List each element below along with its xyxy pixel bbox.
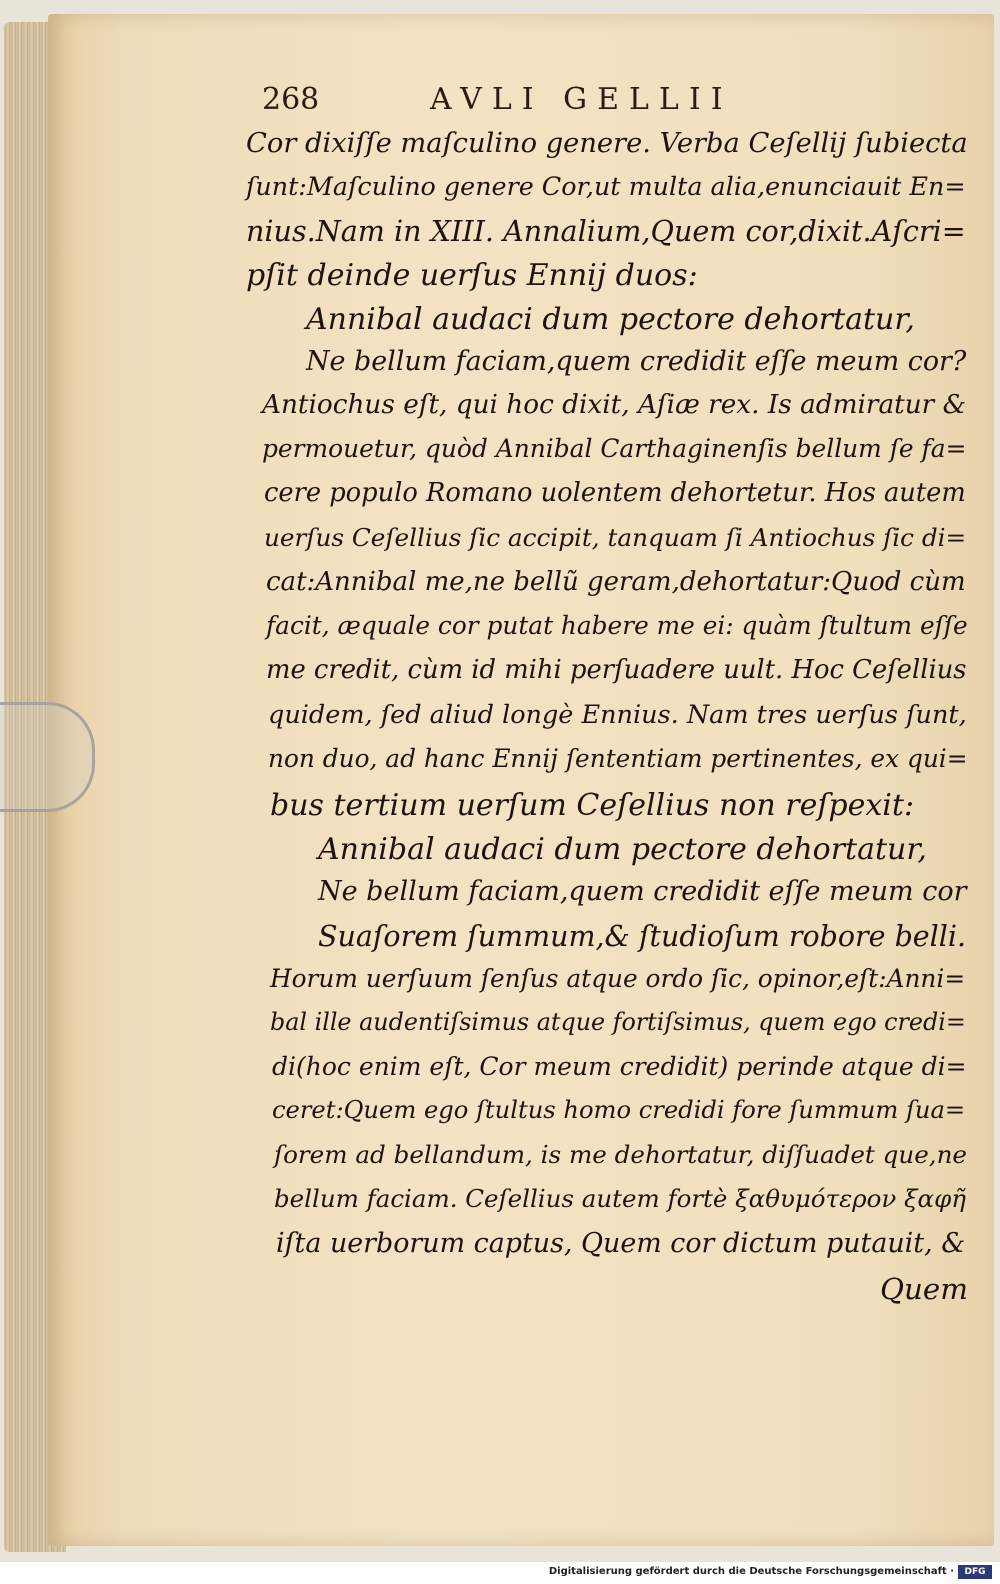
text-line: Antiochus eſt, qui hoc dixit, Aſiæ rex. Is admiratur & xyxy=(262,390,967,420)
text-line: bellum faciam. Ceſellius autem fortè ξαθυμότερον ξαφῆ xyxy=(274,1184,966,1213)
text-line: pſit deinde uerſus Ennij duos: xyxy=(246,258,698,293)
verse-line: Annibal audaci dum pectore dehortatur, xyxy=(318,832,927,867)
text-line: uerſus Ceſellius ſic accipit, tanquam ſi Antiochus ſic di= xyxy=(264,523,967,552)
text-line: cat:Annibal me,ne bellũ geram,dehortatur:Quod cùm xyxy=(266,567,966,597)
text-line: facit, æquale cor putat habere me ei: quàm ſtultum eſſe xyxy=(266,611,968,640)
running-title: AVLI GELLII xyxy=(430,82,733,117)
text-line: me credit, cùm id mihi perſuadere uult. Hoc Ceſellius xyxy=(266,655,967,685)
text-line: bal ille audentiſsimus atque fortiſsimus, quem ego credi= xyxy=(270,1008,966,1036)
text-line: cere populo Romano uolentem dehortetur. Hos autem xyxy=(264,478,966,508)
catchword: Quem xyxy=(880,1272,969,1306)
verse-line: Ne bellum faciam,quem credidit eſſe meum cor xyxy=(318,876,967,907)
text-line: nius.Nam in XIII. Annalium,Quem cor,dixit.Aſcri= xyxy=(246,214,966,248)
text-line: permouetur, quòd Annibal Carthaginenſis bellum ſe fa= xyxy=(262,434,967,463)
text-line: ceret:Quem ego ſtultus homo credidi fore ſummum ſua= xyxy=(272,1096,966,1124)
text-line: ſunt:Maſculino genere Cor,ut multa alia,enunciauit En= xyxy=(246,171,966,201)
text-line: iſta uerborum captus, Quem cor dictum putauit, & xyxy=(276,1228,966,1259)
verse-line: Annibal audaci dum pectore dehortatur, xyxy=(306,302,915,337)
dfg-logo: DFG xyxy=(958,1565,992,1579)
digitization-footer xyxy=(0,1562,1000,1584)
text-line: ſorem ad bellandum, is me dehortatur, diſſuadet que,ne xyxy=(274,1140,967,1169)
text-line: non duo, ad hanc Ennij ſententiam pertinentes, ex qui= xyxy=(268,744,968,773)
funding-credit: Digitalisierung gefördert durch die Deutsche Forschungsgemeinschaft · xyxy=(548,1566,954,1577)
verse-line: Suaſorem ſummum,& ſtudioſum robore belli. xyxy=(318,920,967,953)
page-number: 268 xyxy=(262,82,320,117)
text-line: quidem, ſed aliud longè Ennius. Nam tres uerſus ſunt, xyxy=(268,700,967,730)
text-line: di(hoc enim eſt, Cor meum credidit) perinde atque di= xyxy=(272,1052,967,1081)
text-line: Horum uerſuum ſenſus atque ordo ſic, opinor,eſt:Anni= xyxy=(270,964,966,993)
verse-line: Ne bellum faciam,quem credidit eſſe meum cor? xyxy=(306,346,967,377)
text-line: bus tertium uerſum Ceſellius non reſpexit: xyxy=(270,788,915,823)
text-line: Cor dixiſſe maſculino genere. Verba Ceſellij ſubiecta xyxy=(246,128,968,159)
